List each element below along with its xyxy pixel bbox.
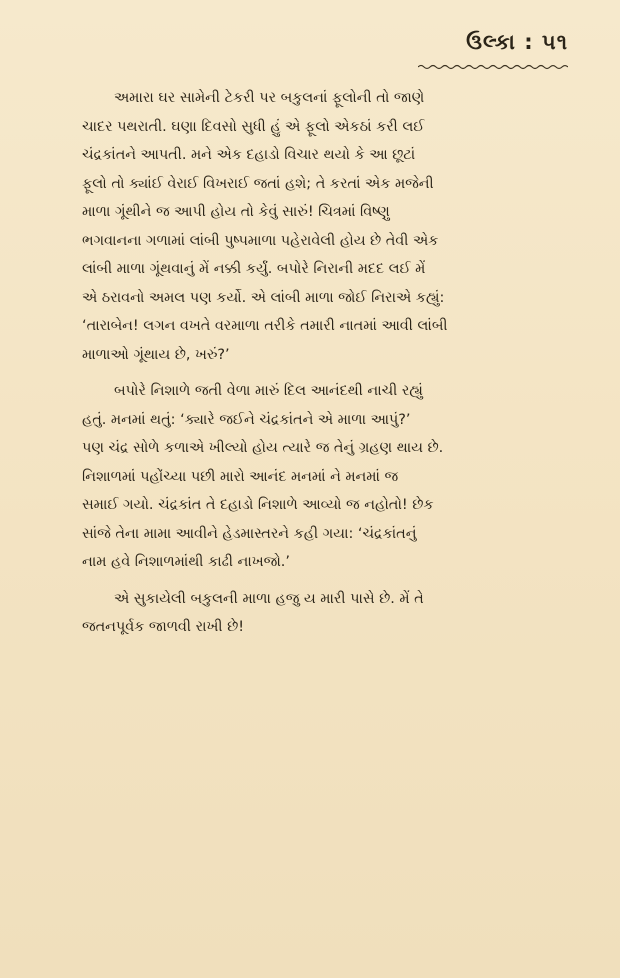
header-wavy-rule (418, 64, 568, 70)
page-header-title: ઉલ્કા : ૫૧ (466, 30, 568, 54)
text-line: સાંજે તેના મામા આવીને હેડમાસ્તરને કહી ગયા: ‘ચંદ્રકાંતનું (82, 525, 417, 542)
text-line: સમાઈ ગયો. ચંદ્રકાંત તે દહાડો નિશાળે આવ્યો જ નહોતો! છેક (82, 497, 434, 513)
text-line: લાંબી માળા ગૂંથવાનું મેં નક્કી કર્યું. બપોરે નિરાની મદદ લઈ મેં (82, 261, 426, 277)
text-line: ‘તારાબેન! લગન વખતે વરમાળા તરીકે તમારી નાતમાં આવી લાંબી (82, 318, 448, 334)
text-line: ચંદ્રકાંતને આપતી. મને એક દહાડો વિચાર થયો કે આ છૂટાં (82, 147, 416, 163)
text-line: અમારા ઘર સામેની ટેકરી પર બકુલનાં ફૂલોની તો જાણે (114, 90, 425, 106)
paragraph-1 (82, 84, 572, 369)
text-line: ચાદર પથરાતી. ઘણા દિવસો સુધી હું એ ફૂલો એકઠાં કરી લઈ (82, 118, 425, 135)
text-line: માળા ગૂંથીને જ આપી હોય તો કેવું સારું! ચિત્રમાં વિષ્ણુ (82, 204, 390, 220)
text-line: એ સુકાયેલી બકુલની માળા હજુ ય મારી પાસે છે. મેં તે (114, 590, 424, 607)
text-line: માળાઓ ગૂંથાય છે, ખરું?’ (82, 346, 230, 363)
text-line: પણ ચંદ્ર સોળે કળાએ ખીલ્યો હોય ત્યારે જ તેનું ગ્રહણ થાય છે. (82, 440, 444, 456)
text-line: નિશાળમાં પહોંચ્યા પછી મારો આનંદ મનમાં ને મનમાં જ (82, 468, 399, 485)
page-header (418, 30, 568, 74)
text-line: જતનપૂર્વક જાળવી રાખી છે! (82, 619, 244, 635)
text-line: બપોરે નિશાળે જતી વેળા મારું દિલ આનંદથી નાચી રહ્યું (114, 383, 423, 399)
body-text (82, 84, 572, 642)
paragraph-3 (82, 585, 572, 642)
text-line: ફૂલો તો ક્યાંઈ વેરાઈ વિખરાઈ જતાં હશે; તે કરતાં એક મજેની (82, 175, 434, 192)
paragraph-2 (82, 377, 572, 577)
text-line: ભગવાનના ગળામાં લાંબી પુષ્પમાળા પહેરાવેલી હોય છે તેવી એક (82, 232, 439, 249)
text-line: હતું. મનમાં થતું: ‘ક્યારે જઈને ચંદ્રકાંતને એ માળા આપું?’ (82, 411, 411, 428)
text-line: એ ઠરાવનો અમલ પણ કર્યો. એ લાંબી માળા જોઈ નિરાએ કહ્યું: (82, 289, 445, 306)
text-line: નામ હવે નિશાળમાંથી કાઢી નાખજો.’ (82, 554, 290, 570)
